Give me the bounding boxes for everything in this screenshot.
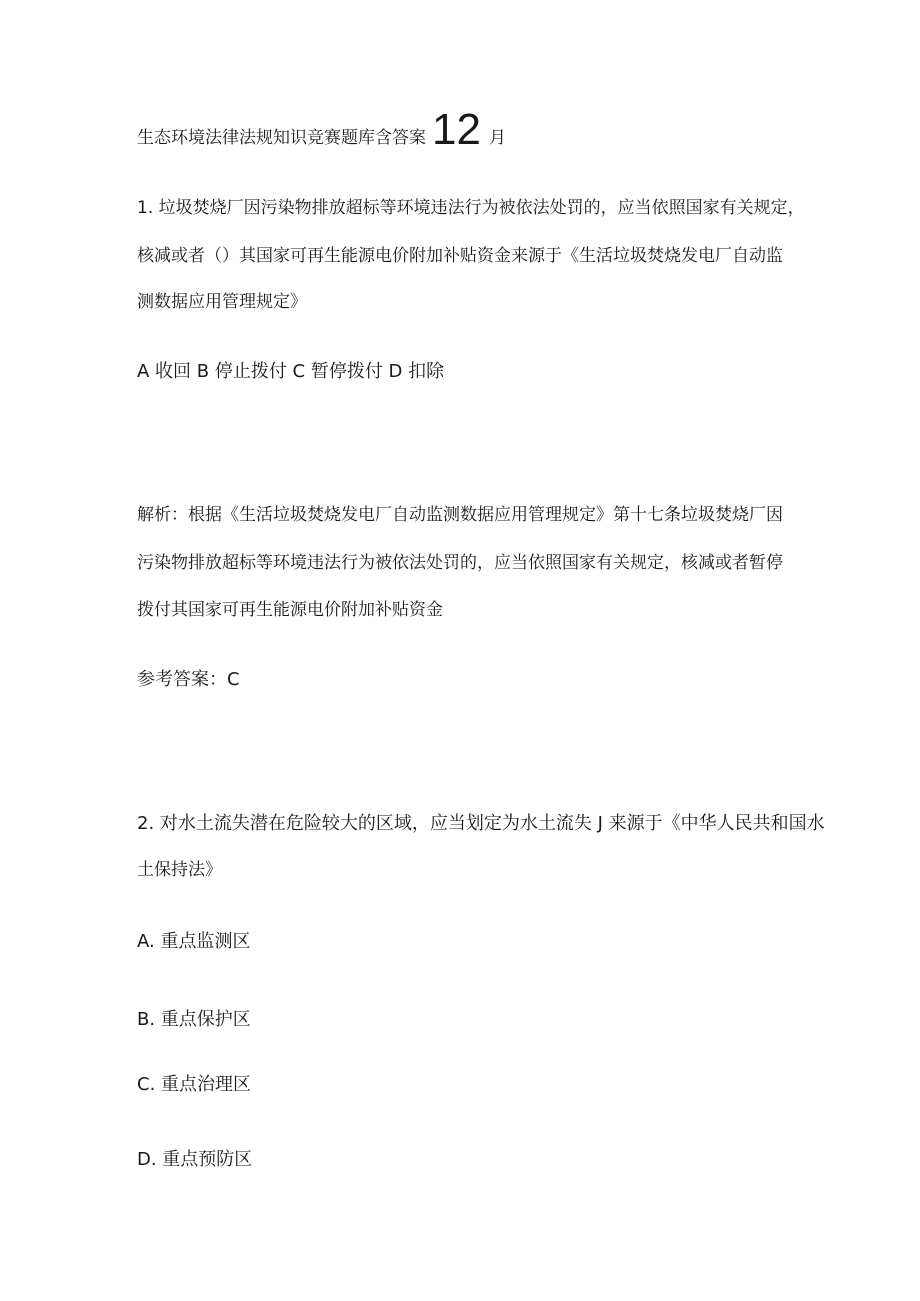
question-2-option-c: C. 重点治理区 — [137, 1074, 252, 1095]
question-2-option-a: A. 重点监测区 — [137, 931, 251, 952]
question-2-line-2: 土保持法》 — [137, 860, 222, 880]
title-number: 12 — [432, 105, 481, 154]
title-prefix: 生态环境法律法规知识竞赛题库含答案 — [137, 128, 426, 148]
question-1-analysis-line-3: 拨付其国家可再生能源电价附加补贴资金 — [137, 600, 443, 620]
question-1-line-1: 1. 垃圾焚烧厂因污染物排放超标等环境违法行为被依法处罚的，应当依照国家有关规定， — [137, 198, 805, 218]
question-2-option-b: B. 重点保护区 — [137, 1009, 251, 1030]
question-1-answer: 参考答案：C — [137, 669, 240, 690]
question-1-options: A 收回 B 停止拨付 C 暂停拨付 D 扣除 — [137, 361, 445, 382]
question-2-line-1: 2. 对水土流失潜在危险较大的区域，应当划定为水土流失 J 来源于《中华人民共和国水 — [137, 813, 825, 834]
question-1-analysis-line-1: 解析：根据《生活垃圾焚烧发电厂自动监测数据应用管理规定》第十七条垃圾焚烧厂因 — [137, 505, 783, 525]
question-2-option-d: D. 重点预防区 — [137, 1149, 253, 1170]
question-1-analysis-line-2: 污染物排放超标等环境违法行为被依法处罚的，应当依照国家有关规定，核减或者暂停 — [137, 553, 783, 573]
document-title — [137, 105, 506, 154]
question-1-line-2: 核减或者（）其国家可再生能源电价附加补贴资金来源于《生活垃圾焚烧发电厂自动监 — [137, 246, 783, 266]
title-suffix: 月 — [488, 128, 506, 148]
question-1-line-3: 测数据应用管理规定》 — [137, 292, 307, 312]
